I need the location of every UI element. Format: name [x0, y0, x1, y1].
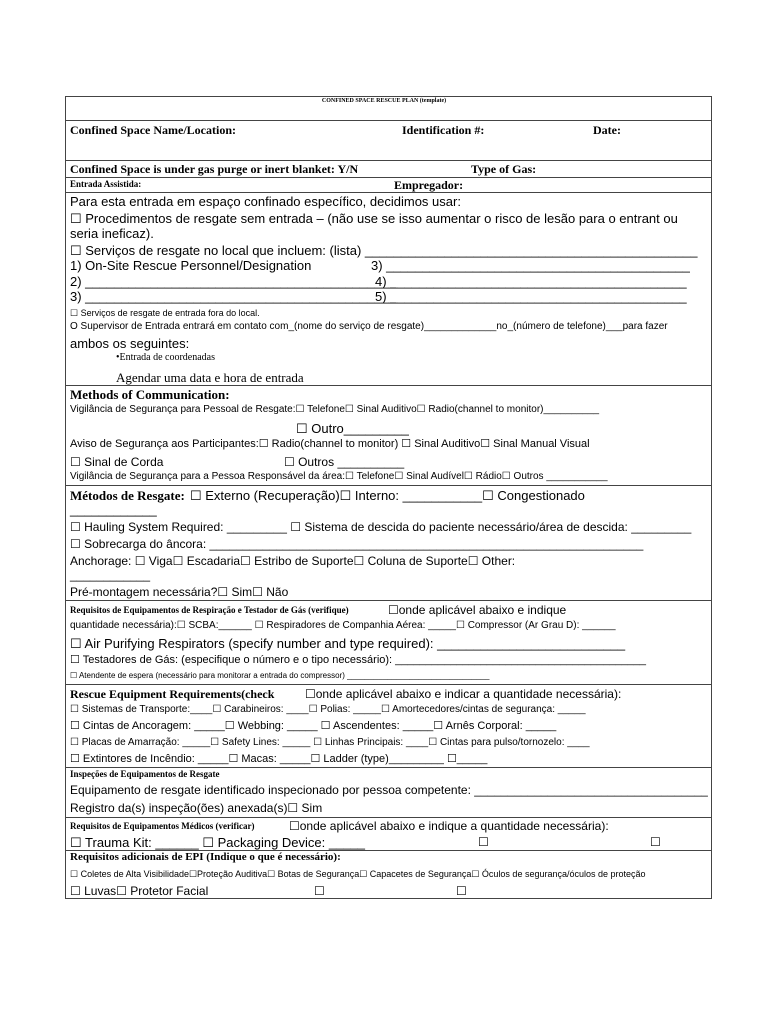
- name-location-label: Confined Space Name/Location:: [70, 123, 236, 137]
- rescue-equipment-row-1: ☐ Sistemas de Transporte:____☐ Carabineiros: ____☐ Polias: _____☐ Amortecedores/cintas de segurança: _____: [70, 704, 586, 715]
- entrada-assistida-label: Entrada Assistida:: [70, 179, 142, 189]
- divider: [65, 485, 712, 486]
- divider: [65, 120, 712, 121]
- schedule-item: Agendar uma data e hora de entrada: [116, 370, 304, 385]
- hauling-system-row: ☐ Hauling System Required: _________ ☐ Sistema de descida do paciente necessário/área de descida: _________: [70, 520, 692, 534]
- premount-row: Pré-montagem necessária?☐ Sim☐ Não: [70, 585, 289, 599]
- anchor-overhead-row: ☐ Sobrecarga do âncora: _________________________________________________________________: [70, 537, 644, 551]
- respiration-row-4: ☐ Atendente de espera (necessário para monitorar a entrada do compressor) ________________________________: [70, 671, 490, 680]
- date-label: Date:: [593, 123, 621, 137]
- medical-heading-cont: ☐onde aplicável abaixo e indique a quantidade necessária):: [289, 819, 609, 833]
- comm-others: ☐ Outros __________: [284, 455, 405, 469]
- rescue-equipment-row-4: ☐ Extintores de Incêndio: _____☐ Macas: _____☐ Ladder (type)_________ ☐_____: [70, 753, 488, 765]
- respiration-row-1: quantidade necessária):☐ SCBA:______ ☐ Respiradores de Companhia Aérea: _____☐ Compressor (Ar Grau D): ______: [70, 620, 616, 631]
- respiration-heading-cont: ☐onde aplicável abaixo e indique: [388, 603, 567, 617]
- ppe-checkbox[interactable]: ☐: [456, 884, 467, 898]
- rescue-equipment-heading: Rescue Equipment Requirements(check: [70, 687, 275, 701]
- ppe-row-1: ☐ Coletes de Alta Visibilidade☐Proteção Auditiva☐ Botas de Segurança☐ Capacetes de Segurança☐ Óculos de segurança/óculos de proteção: [70, 869, 646, 879]
- personnel-row-1-right: 3) __________________________________________: [371, 258, 690, 273]
- ppe-heading: Requisitos adicionais de EPI (Indique o que é necessário):: [70, 851, 341, 863]
- empregador-label: Empregador:: [394, 178, 464, 192]
- divider: [65, 385, 712, 386]
- personnel-row-3-left: 3) ___________________________________________: [70, 289, 397, 304]
- respiration-heading: Requisitos de Equipamentos de Respiração e Testador de Gás (verifique): [70, 605, 349, 615]
- page-title: CONFINED SPACE RESCUE PLAN (template): [321, 98, 447, 104]
- inspection-row-1: Equipamento de resgate identificado inspecionado por pessoa competente: ___________________________________: [70, 783, 708, 797]
- supervisor-text: O Supervisor de Entrada entrará em contato com_(nome do serviço de resgate)_____________no_(número de telefone)___para fazer: [70, 321, 668, 332]
- divider: [65, 684, 712, 685]
- anchorage-row: Anchorage: ☐ Viga☐ Escadaria☐ Estribo de Suporte☐ Coluna de Suporte☐ Other:: [70, 554, 516, 568]
- personnel-row-2-left: 2) ___________________________________________: [70, 274, 397, 289]
- comm-participants: Aviso de Segurança aos Participantes:☐ Radio(channel to monitor) ☐ Sinal Auditivo☐ Sinal Manual Visual: [70, 438, 590, 450]
- identification-label: Identification #:: [402, 123, 485, 137]
- rescue-equipment-heading-cont: ☐onde aplicável abaixo e indicar a quantidade necessária):: [305, 687, 622, 701]
- coordination-item: •Entrada de coordenadas: [116, 352, 216, 363]
- respiration-row-2: ☐ Air Purifying Respirators (specify number and type required): __________________________: [70, 636, 626, 651]
- medical-checkbox[interactable]: ☐: [478, 835, 489, 849]
- ppe-checkbox[interactable]: ☐: [314, 884, 325, 898]
- both-following-text: ambos os seguintes:: [70, 336, 190, 351]
- medical-heading: Requisitos de Equipamentos Médicos (verificar): [70, 821, 255, 831]
- divider: [65, 192, 712, 193]
- methods-line: ____________: [70, 502, 157, 517]
- divider: [65, 177, 712, 178]
- divider: [65, 160, 712, 161]
- comm-rope-signal: ☐ Sinal de Corda: [70, 455, 164, 469]
- ppe-row-2: ☐ Luvas☐ Protetor Facial: [70, 884, 209, 898]
- comm-rescue-personnel: Vigilância de Segurança para Pessoal de Resgate:☐ Telefone☐ Sinal Auditivo☐ Radio(channel to monitor)__________: [70, 404, 600, 415]
- comm-other: ☐ Outro_________: [296, 421, 409, 436]
- methods-heading: Métodos de Resgate:: [70, 488, 185, 503]
- communication-heading: Methods of Communication:: [70, 387, 230, 402]
- non-entry-option: ☐ Procedimentos de resgate sem entrada – (não use se isso aumentar o risco de lesão para o entrant ou: [70, 211, 678, 226]
- personnel-row-3-right: 5) _________________________________________: [375, 289, 687, 304]
- anchorage-line: ____________: [70, 568, 151, 582]
- medical-row-1: ☐ Trauma Kit: ______ ☐ Packaging Device: _____: [70, 835, 366, 850]
- intro-text: Para esta entrada em espaço confinado específico, decidimos usar:: [70, 194, 461, 209]
- non-entry-option-cont: seria ineficaz).: [70, 226, 154, 241]
- rescue-equipment-row-2: ☐ Cintas de Ancoragem: _____☐ Webbing: _____ ☐ Ascendentes: _____☐ Arnês Corporal: _____: [70, 720, 557, 732]
- onsite-rescue-option: ☐ Serviços de resgate no local que incluem: (lista) ______________________________________________: [70, 243, 698, 258]
- comm-area-responsible: Vigilância de Segurança para a Pessoa Responsável da área:☐ Telefone☐ Sinal Audível☐ Rádio☐ Outros ___________: [70, 471, 608, 482]
- divider: [65, 767, 712, 768]
- gas-purge-label: Confined Space is under gas purge or inert blanket: Y/N: [70, 162, 359, 176]
- medical-checkbox[interactable]: ☐: [650, 835, 661, 849]
- methods-options: ☐ Externo (Recuperação)☐ Interno: ___________☐ Congestionado: [190, 488, 585, 503]
- divider: [65, 817, 712, 818]
- rescue-equipment-row-3: ☐ Placas de Amarração: _____☐ Safety Lines: _____ ☐ Linhas Principais: ____☐ Cintas para pulso/tornozelo: ____: [70, 737, 590, 748]
- inspection-row-2: Registro da(s) inspeção(ões) anexada(s)☐ Sim: [70, 801, 323, 815]
- offsite-rescue-option: ☐ Serviços de resgate de entrada fora do local.: [70, 308, 260, 318]
- personnel-row-2-right: 4) _________________________________________: [375, 274, 687, 289]
- respiration-row-3: ☐ Testadores de Gás: (especifique o número e o tipo necessário): _________________________________________: [70, 654, 646, 666]
- personnel-row-1-left: 1) On-Site Rescue Personnel/Designation: [70, 258, 312, 273]
- inspection-heading: Inspeções de Equipamentos de Resgate: [70, 769, 220, 779]
- gas-type-label: Type of Gas:: [471, 162, 537, 176]
- divider: [65, 600, 712, 601]
